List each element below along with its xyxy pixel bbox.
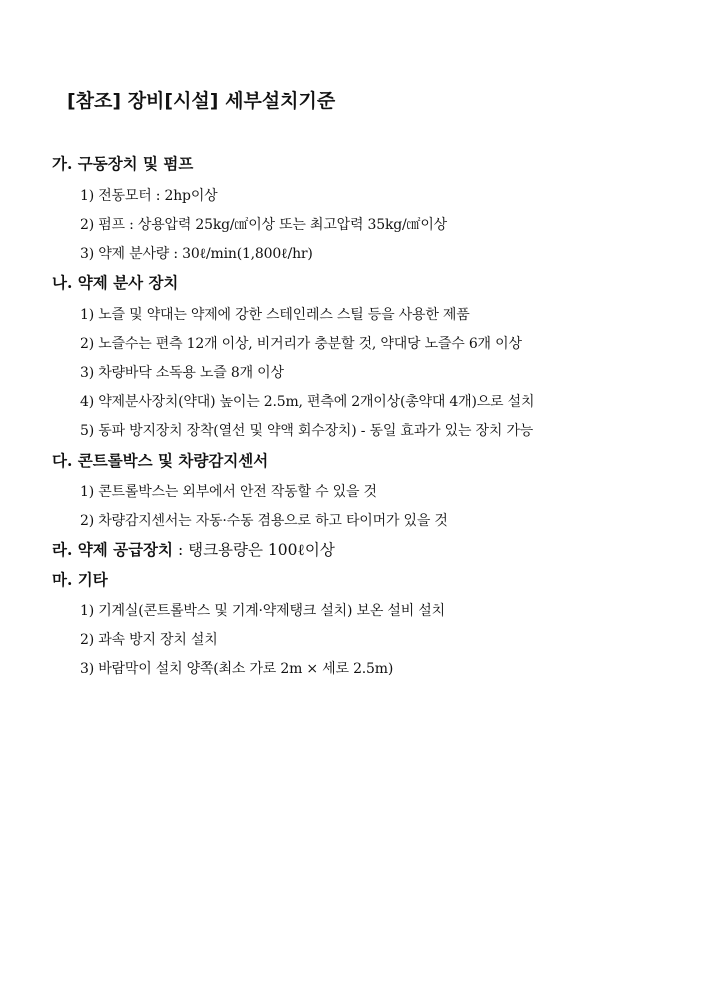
list-item: 2) 펌프 : 상용압력 25kg/㎠이상 또는 최고압력 35kg/㎠이상 — [80, 217, 447, 233]
section-heading-na: 나. 약제 분사 장치 — [52, 273, 179, 292]
list-item: 3) 바람막이 설치 양쪽(최소 가로 2m × 세로 2.5m) — [80, 661, 394, 677]
list-item: 3) 약제 분사량 : 30ℓ/min(1,800ℓ/hr) — [80, 246, 313, 262]
list-item: 4) 약제분사장치(약대) 높이는 2.5m, 편측에 2개이상(총약대 4개)으로 설치 — [80, 394, 535, 410]
section-heading-ra — [52, 538, 335, 560]
list-item: 1) 기계실(콘트롤박스 및 기계·약제탱크 설치) 보온 설비 설치 — [80, 603, 445, 619]
list-item: 1) 전동모터 : 2hp이상 — [80, 188, 218, 204]
list-item: 5) 동파 방지장치 장착(열선 및 약액 회수장치) - 동일 효과가 있는 장치 가능 — [80, 423, 534, 439]
list-item: 2) 과속 방지 장치 설치 — [80, 632, 218, 648]
section-heading-ga: 가. 구동장치 및 펌프 — [52, 154, 194, 173]
document-title: [참조] 장비[시설] 세부설치기준 — [67, 90, 336, 112]
section-heading-da: 다. 콘트롤박스 및 차량감지센서 — [52, 451, 269, 470]
list-item: 2) 노즐수는 편측 12개 이상, 비거리가 충분할 것, 약대당 노즐수 6개 이상 — [80, 336, 522, 352]
section-heading-ra-detail: : 탱크용량은 100ℓ이상 — [173, 541, 335, 559]
section-heading-ma: 마. 기타 — [52, 570, 108, 589]
section-heading-ra-label: 라. 약제 공급장치 — [52, 540, 174, 559]
list-item: 2) 차량감지센서는 자동·수동 겸용으로 하고 타이머가 있을 것 — [80, 513, 448, 529]
list-item: 1) 노즐 및 약대는 약제에 강한 스테인레스 스틸 등을 사용한 제품 — [80, 307, 470, 323]
list-item: 3) 차량바닥 소독용 노즐 8개 이상 — [80, 365, 284, 381]
list-item: 1) 콘트롤박스는 외부에서 안전 작동할 수 있을 것 — [80, 484, 377, 500]
